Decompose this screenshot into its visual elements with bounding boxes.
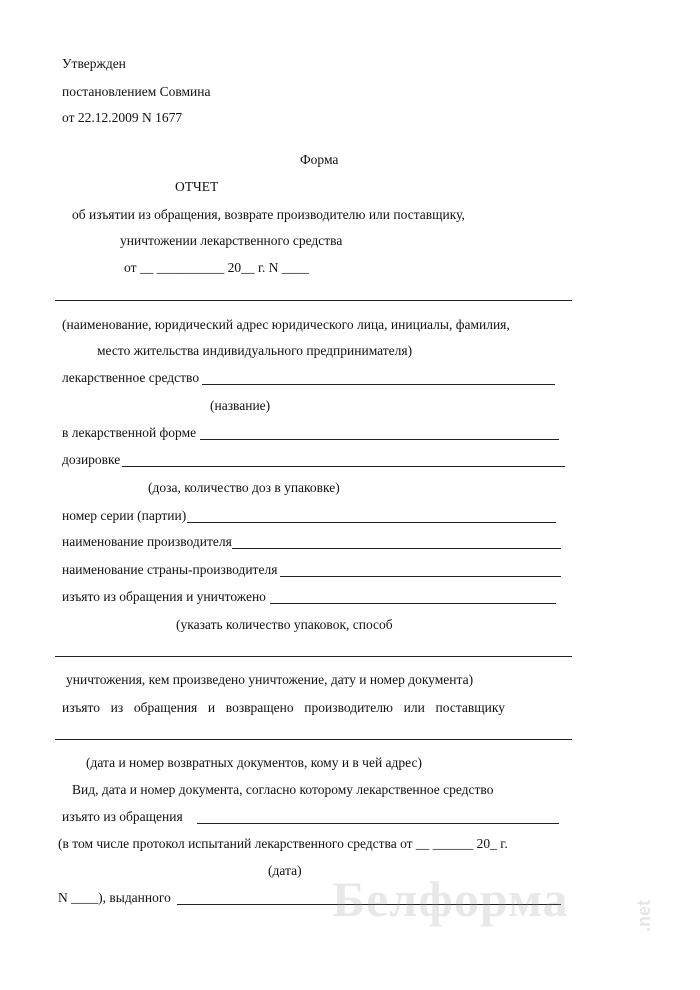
report-date-number-line[interactable]: от __ __________ 20__ г. N ____	[124, 260, 309, 275]
form-label: Форма	[300, 152, 339, 167]
drug-label: лекарственное средство	[62, 370, 200, 385]
manufacturer-label: наименование производителя	[62, 534, 232, 549]
withdrawn-returned-label: изъято из обращения и возвращено производителю или поставщику	[62, 700, 505, 715]
dosage-label: дозировке	[62, 452, 121, 467]
drug-hint: (название)	[210, 398, 271, 413]
withdrawn-returned-hint: (дата и номер возвратных документов, кому и в чей адрес)	[86, 755, 422, 770]
protocol-line: (в том числе протокол испытаний лекарственного средства от __ ______ 20_ г.	[58, 836, 508, 851]
org-hint-1: (наименование, юридический адрес юридического лица, инициалы, фамилия,	[62, 317, 510, 332]
org-hint-2: место жительства индивидуального предпринимателя)	[97, 343, 413, 358]
withdrawn-destroyed-hint-2: уничтожения, кем произведено уничтожение, дату и номер документа)	[66, 672, 474, 687]
resolution-label: постановлением Совмина	[62, 84, 211, 99]
country-label: наименование страны-производителя	[62, 562, 278, 577]
series-blank-line[interactable]	[187, 522, 556, 523]
watermark-suffix: .net	[634, 899, 654, 932]
destruction-details-blank-line[interactable]	[55, 656, 572, 657]
doc-basis-line-1: Вид, дата и номер документа, согласно которому лекарственное средство	[72, 782, 494, 797]
report-subtitle-line-2: уничтожении лекарственного средства	[120, 233, 343, 248]
org-blank-line[interactable]	[55, 300, 572, 301]
report-subtitle-line-1: об изъятии из обращения, возврате производителю или поставщику,	[72, 207, 465, 222]
report-title: ОТЧЕТ	[175, 179, 219, 194]
withdrawn-destroyed-blank-line[interactable]	[270, 603, 556, 604]
doc-basis-label: изъято из обращения	[62, 809, 183, 824]
returned-details-blank-line[interactable]	[55, 739, 572, 740]
withdrawn-destroyed-hint-1: (указать количество упаковок, способ	[176, 617, 393, 632]
series-label: номер серии (партии)	[62, 508, 187, 523]
doc-basis-blank-line[interactable]	[197, 823, 559, 824]
watermark-brand: Белформа	[332, 871, 569, 927]
dosage-hint: (доза, количество доз в упаковке)	[148, 480, 340, 495]
country-blank-line[interactable]	[280, 576, 561, 577]
protocol-date-hint: (дата)	[268, 863, 302, 878]
dosage-form-label: в лекарственной форме	[62, 425, 197, 440]
manufacturer-blank-line[interactable]	[232, 548, 561, 549]
approved-label: Утвержден	[62, 56, 126, 71]
resolution-date-number: от 22.12.2009 N 1677	[62, 110, 183, 125]
drug-blank-line[interactable]	[202, 384, 555, 385]
issued-label: N ____), выданного	[58, 890, 171, 905]
dosage-form-blank-line[interactable]	[200, 439, 559, 440]
withdrawn-destroyed-label: изъято из обращения и уничтожено	[62, 589, 266, 604]
dosage-blank-line[interactable]	[122, 466, 565, 467]
